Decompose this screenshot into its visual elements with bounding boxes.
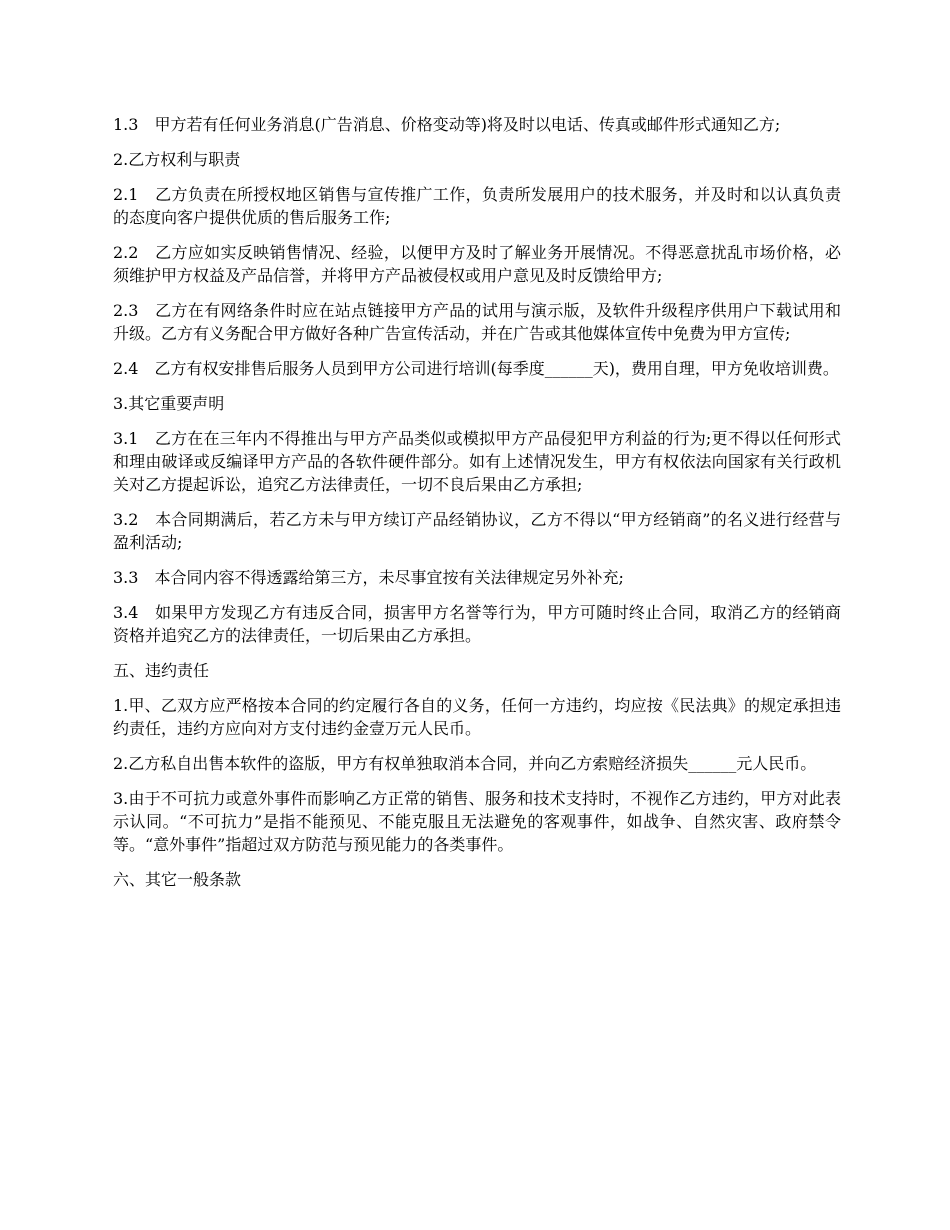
clause-2-3: 2.3 乙方在有网络条件时应在站点链接甲方产品的试用与演示版，及软件升级程序供用户下载试用和升级。乙方有义务配合甲方做好各种广告宣传活动，并在广告或其他媒体宣传中免费为甲方宣传; [113,301,841,343]
clause-2-2: 2.2 乙方应如实反映销售情况、经验，以便甲方及时了解业务开展情况。不得恶意扰乱市场价格，必须维护甲方权益及产品信誉，并将甲方产品被侵权或用户意见及时反馈给甲方; [113,243,841,285]
clause-3-3: 3.3 本合同内容不得透露给第三方，未尽事宜按有关法律规定另外补充; [113,568,624,587]
heading-party-b-rights: 2.乙方权利与职责 [113,150,241,169]
clause-1-3: 1.3 甲方若有任何业务消息(广告消息、价格变动等)将及时以电话、传真或邮件形式通知乙方; [113,115,781,134]
clause-3-4: 3.4 如果甲方发现乙方有违反合同，损害甲方名誉等行为，甲方可随时终止合同，取消乙方的经销商资格并追究乙方的法律责任，一切后果由乙方承担。 [113,603,841,645]
document-body [113,113,841,903]
heading-general-terms: 六、其它一般条款 [113,870,242,889]
breach-clause-3: 3.由于不可抗力或意外事件而影响乙方正常的销售、服务和技术支持时，不视作乙方违约，甲方对此表示认同。“不可抗力”是指不能预见、不能克服且无法避免的客观事件，如战争、自然灾害、政府禁令等。“意外事件”指超过双方防范与预见能力的各类事件。 [113,789,841,854]
clause-2-1: 2.1 乙方负责在所授权地区销售与宣传推广工作，负责所发展用户的技术服务，并及时和以认真负责的态度向客户提供优质的售后服务工作; [113,185,841,227]
heading-breach-liability: 五、违约责任 [113,661,210,680]
heading-other-statements: 3.其它重要声明 [113,394,225,413]
breach-clause-2: 2.乙方私自出售本软件的盗版，甲方有权单独取消本合同，并向乙方索赔经济损失______元人民币。 [113,754,817,773]
clause-3-2: 3.2 本合同期满后，若乙方未与甲方续订产品经销协议，乙方不得以“甲方经销商”的名义进行经营与盈利活动; [113,510,841,552]
clause-2-4: 2.4 乙方有权安排售后服务人员到甲方公司进行培训(每季度______天)，费用自理，甲方免收培训费。 [113,359,839,378]
clause-3-1: 3.1 乙方在在三年内不得推出与甲方产品类似或模拟甲方产品侵犯甲方利益的行为;更不得以任何形式和理由破译或反编译甲方产品的各软件硬件部分。如有上述情况发生，甲方有权依法向国家有关行政机关对乙方提起诉讼，追究乙方法律责任，一切不良后果由乙方承担; [113,429,841,494]
breach-clause-1: 1.甲、乙双方应严格按本合同的约定履行各自的义务，任何一方违约，均应按《民法典》的规定承担违约责任，违约方应向对方支付违约金壹万元人民币。 [113,696,841,738]
